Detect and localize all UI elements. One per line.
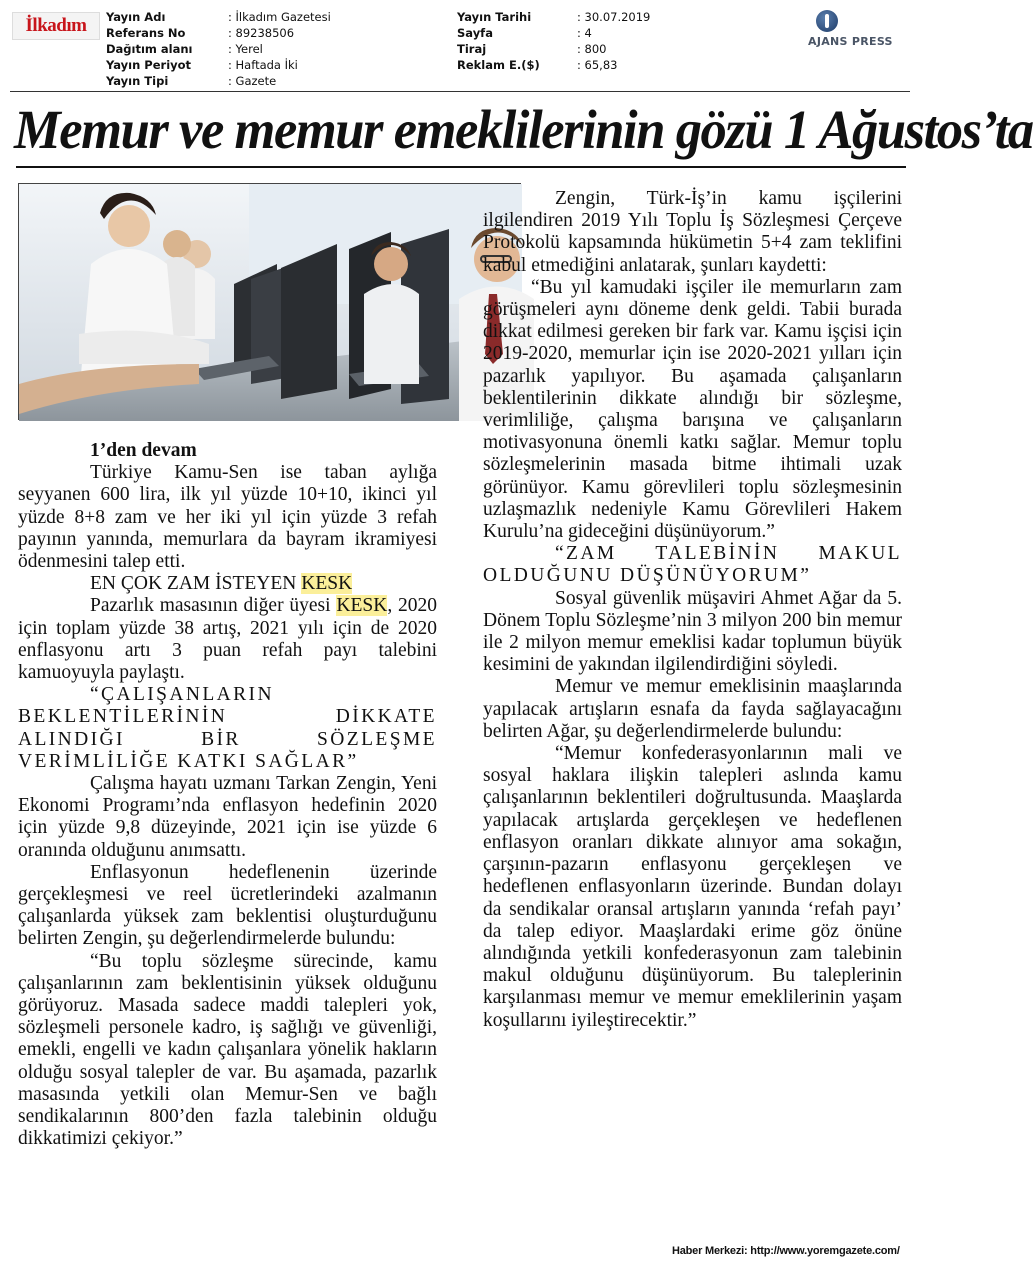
subheading: “ZAM TALEBİNİN MAKUL OLDUĞUNU DÜŞÜNÜYORUM” <box>483 543 902 587</box>
meta-row: Reklam E.($) : 65,83 <box>457 58 618 72</box>
highlighted-keyword: KESK <box>336 595 388 617</box>
quote-paragraph: “Memur konfederasyonlarının mali ve sosyal haklara ilişkin talepleri aslında kamu çalışanlarının beklentileri doğrultusunda. Maaşlarda yapılacak artışlarda gerçekleşen ve hedeflenen enflasyon oranları dikkate alınıyor ama sokağın, çarşının-pazarın enflasyonu gerçekleşen ve hedeflenen enflasyonların üzerinde. Bundan dolayı da sendikalar oransal artışların yanında ‘refah payı’ da talep ediyor. Maaşlardaki erime göz önüne alındığında yetkili konfederasyonun zam talebinin makul olduğunu düşünüyorum. Bu taleplerinin karşılanması memur ve memur emeklilerinin yaşam koşullarını iyileştirecektir.” <box>483 743 902 1031</box>
continued-label: 1’den devam <box>90 440 197 461</box>
paragraph: Sosyal güvenlik müşaviri Ahmet Ağar da 5. Dönem Toplu Sözleşme’nin 3 milyon 200 bin memur ile 2 milyon memur emeklisi kadar toplumun büyük kesimini de yakından ilgilendirdiğini söyledi. <box>483 587 902 676</box>
highlighted-keyword: KESK <box>301 573 353 595</box>
article-column-left <box>18 440 437 1151</box>
quote-paragraph: “Bu yıl kamudaki işçiler ile memurların zam görüşmeleri aynı döneme denk geldi. Tabii burada dikkat edilmesi gereken bir fark var. Kamu işçisi için 2019-2020, memurlar için ise 2020-2021 yılları için pazarlık yapılıyor. Bu aşamada çalışanların beklentilerinin dikkate alındığı bir sözleşme, verimliliğe, çalışma barışına ve çalışanların motivasyonuna önemli katkı sağlar. Memur toplu sözleşmelerinin masada bitme ihtimali uzak görünüyor. Kamu görevlileri toplu sözleşmesinin uzlaşmazlık nedeniyle Kamu Görevlileri Hakem Kurulu’na gideceğini düşünüyorum.” <box>483 276 902 543</box>
article-column-right <box>483 188 902 1032</box>
headline-underline <box>16 166 906 168</box>
subheading: “ÇALIŞANLARIN BEKLENTİLERİNİN DİKKATE ALINDIĞI BİR SÖZLEŞME VERİMLİLİĞE KATKI SAĞLAR” <box>18 684 437 772</box>
paragraph: Zengin, Türk-İş’in kamu işçilerini ilgilendiren 2019 Yılı Toplu İş Sözleşmesi Çerçeve Protokolü kapsamında hükümetin 5+4 zam teklifini kabul etmediğini anlatarak, şunları kaydetti: <box>483 188 902 276</box>
source-credit: Haber Merkezi: http://www.yoremgazete.com/ <box>672 1245 900 1257</box>
ajans-press-globe-icon <box>816 10 838 32</box>
subheading: EN ÇOK ZAM İSTEYEN KESK <box>90 573 353 595</box>
meta-row: Yayın Adı : İlkadım Gazetesi <box>106 10 331 24</box>
article-headline: Memur ve memur emeklilerinin gözü 1 Ağustos’ta <box>14 99 1033 160</box>
meta-row: Tiraj : 800 <box>457 42 607 56</box>
meta-row: Dağıtım alanı : Yerel <box>106 42 263 56</box>
meta-row: Yayın Periyot : Haftada İki <box>106 58 298 72</box>
meta-row: Yayın Tarihi : 30.07.2019 <box>457 10 651 24</box>
publication-meta-left <box>106 9 331 89</box>
clipping-header <box>0 0 920 92</box>
paragraph: Memur ve memur emeklisinin maaşlarında yapılacak artışların esnafa da fayda sağlayacağını belirten Ağar, şu değerlendirmelerde bulundu: <box>483 676 902 742</box>
article-photo <box>18 183 521 420</box>
meta-row: Referans No : 89238506 <box>106 26 295 40</box>
publication-logo <box>12 12 100 40</box>
agency-name: AJANS PRESS <box>808 35 893 48</box>
paragraph: Çalışma hayatı uzmanı Tarkan Zengin, Yeni Ekonomi Programı’nda enflasyon hedefinin 2020 için yüzde 9,8 düzeyinde, 2021 için ise yüzde 6 oranında olduğunu anımsattı. <box>18 773 437 861</box>
paragraph: Enflasyonun hedeflenenin üzerinde gerçekleşmesi ve reel ücretlerindeki azalmanın çalışanlarda yüksek zam beklentisi oluşturduğunu belirten Zengin, şu değerlendirmelerde bulundu: <box>18 861 437 950</box>
paragraph: Pazarlık masasının diğer üyesi KESK, 2020 için toplam yüzde 38 artış, 2021 yılı için de 2020 enflasyonu artı 3 puan refah payı talebini kamuoyuyla paylaştı. <box>18 595 438 684</box>
paragraph: Türkiye Kamu-Sen ise taban aylığa seyyanen 600 lira, ilk yıl yüzde 10+10, ikinci yıl yüzde 8+8 zam ve her iki yıl için yüzde 3 refah payının yanında, memurlara da bayram ikramiyesi ödenmesini talep etti. <box>18 462 437 573</box>
header-divider <box>10 91 910 92</box>
agency-logo <box>808 10 912 50</box>
publication-logo-text: İlkadım <box>25 15 87 36</box>
office-workers-illustration <box>19 184 522 421</box>
publication-meta-right <box>457 9 650 73</box>
meta-row: Sayfa : 4 <box>457 26 592 40</box>
quote-paragraph: “Bu toplu sözleşme sürecinde, kamu çalışanlarının zam beklentisinin yüksek olduğunu görüyoruz. Masada sadece maddi talepleri yok, sözleşmeli personele kadro, iş sağlığı ve güvenliği, emekli, engelli ve kadın çalışanlara yönelik hakların olduğu sosyal talepler de var. Bu aşamada, pazarlık masasında yetkili olan Memur-Sen ve bağlı sendikalarının 800’den fazla talebinin olduğu dikkatimizi çekiyor.” <box>18 950 437 1150</box>
meta-row: Yayın Tipi : Gazete <box>106 74 277 88</box>
